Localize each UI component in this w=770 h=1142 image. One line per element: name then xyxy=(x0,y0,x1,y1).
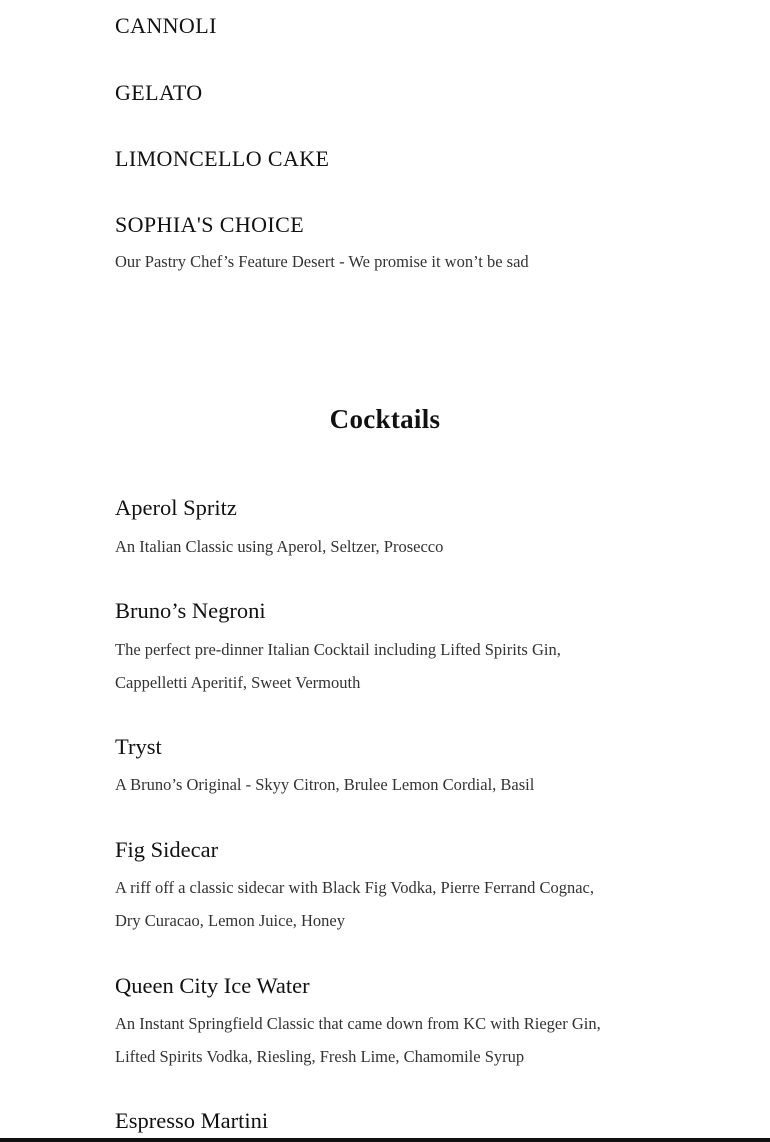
dessert-title-gelato: GELATO xyxy=(115,80,203,105)
cocktail-desc-brunos-negroni: The perfect pre-dinner Italian Cocktail including Lifted Spirits Gin, Cappelletti Aperitif, Sweet Vermouth xyxy=(115,640,561,692)
section-title-cocktails: Cocktails xyxy=(329,404,441,434)
dessert-title-limoncello-cake: LIMONCELLO CAKE xyxy=(115,146,330,171)
cocktail-title-aperol-spritz: Aperol Spritz xyxy=(115,495,237,520)
cocktail-desc-fig-sidecar: A riff off a classic sidecar with Black Fig Vodka, Pierre Ferrand Cognac, Dry Curacao, Lemon Juice, Honey xyxy=(115,878,594,930)
cocktail-desc-queen-city-ice-water: An Instant Springfield Classic that came down from KC with Rieger Gin, Lifted Spirits Vodka, Riesling, Fresh Lime, Chamomile Syrup xyxy=(115,1014,601,1066)
cocktail-title-fig-sidecar: Fig Sidecar xyxy=(115,837,219,862)
dessert-title-cannoli: CANNOLI xyxy=(115,13,217,38)
cocktail-title-tryst: Tryst xyxy=(115,734,162,759)
cocktail-title-espresso-martini: Espresso Martini xyxy=(115,1108,269,1133)
cocktail-title-brunos-negroni: Bruno’s Negroni xyxy=(115,598,266,623)
cocktail-desc-tryst: A Bruno’s Original - Skyy Citron, Brulee Lemon Cordial, Basil xyxy=(115,775,535,794)
dessert-title-sophias-choice: SOPHIA'S CHOICE xyxy=(115,212,305,237)
cocktail-title-queen-city-ice-water: Queen City Ice Water xyxy=(115,973,310,998)
bottom-edge-bar xyxy=(0,1138,770,1142)
cocktail-desc-aperol-spritz: An Italian Classic using Aperol, Seltzer, Prosecco xyxy=(115,537,444,556)
dessert-desc-sophias-choice: Our Pastry Chef’s Feature Desert - We promise it won’t be sad xyxy=(115,252,529,271)
